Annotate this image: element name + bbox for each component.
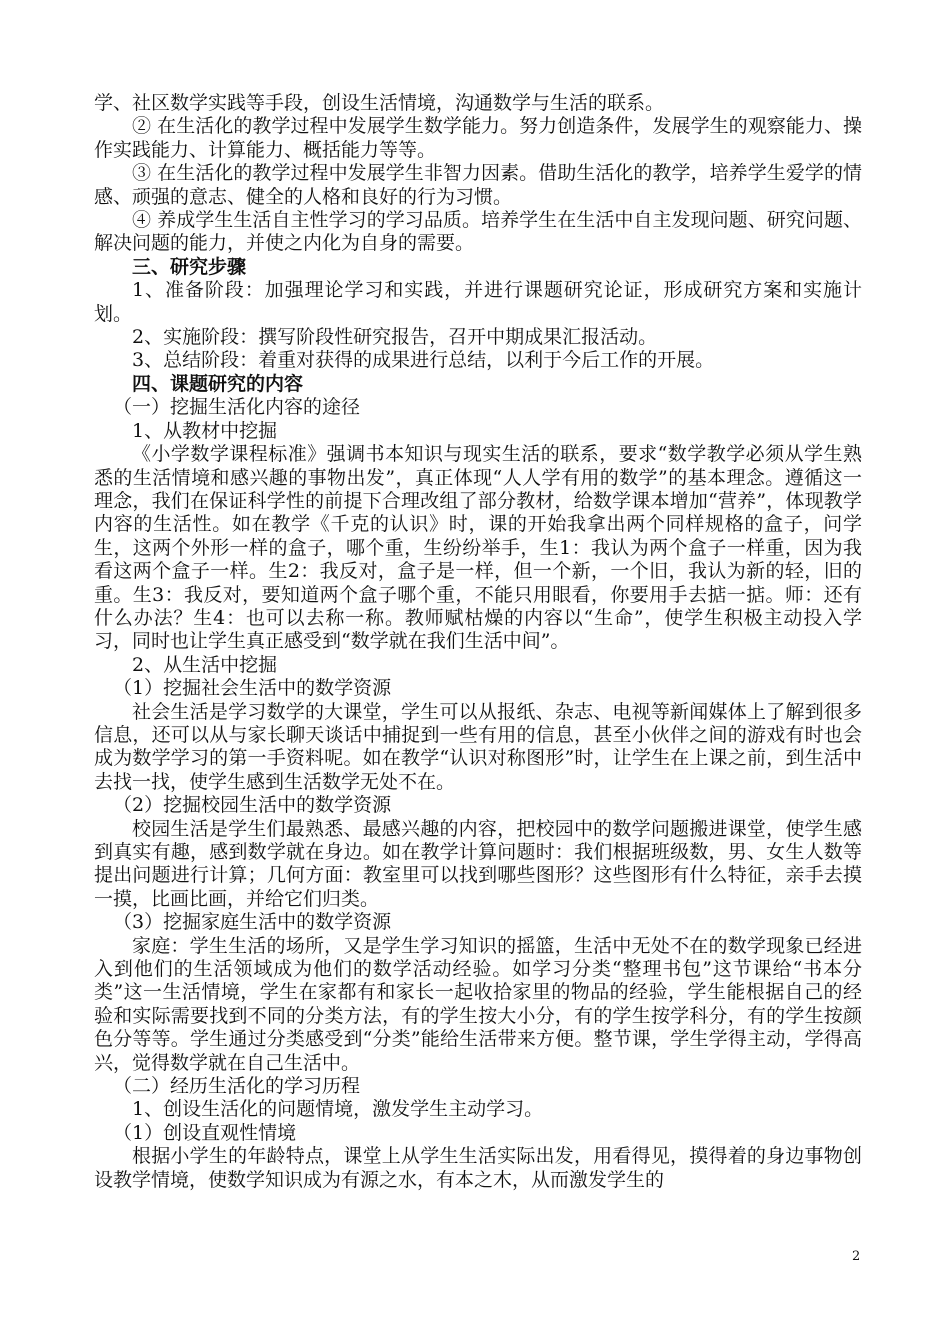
paragraph: 根据小学生的年龄特点，课堂上从学生生活实际出发，用看得见，摸得着的身边事物创设教学情境，使数学知识成为有源之水，有本之木，从而激发学生的: [94, 1145, 862, 1191]
paragraph: 1、从教材中挖掘: [132, 419, 278, 442]
paragraph: 社会生活是学习数学的大课堂，学生可以从报纸、杂志、电视等新闻媒体上了解到很多信息，还可以从与家长聊天谈话中捕捉到一些有用的信息，甚至小伙伴之间的游戏有时也会成为数学学习的第一手资料呢。如在教学“认识对称图形”时，让学生在上课之前，到生活中去找一找，使学生感到生活数学无处不在。: [94, 700, 862, 793]
paragraph: 家庭：学生生活的场所，又是学生学习知识的摇篮，生活中无处不在的数学现象已经进入到他们的生活领域成为他们的数学活动经验。如学习分类“整理书包”这节课给“书本分类”这一生活情境，学生在家都有和家长一起收拾家里的物品的经验，学生能根据自己的经验和实际需要找到不同的分类方法，有的学生按大小分，有的学生按学科分，有的学生按颜色分等等。学生通过分类感受到“分类”能给生活带来方便。整节课，学生学得主动，学得高兴，觉得数学就在自己生活中。: [94, 934, 862, 1074]
section-heading: 四、课题研究的内容: [132, 372, 304, 395]
paragraph: （二）经历生活化的学习历程: [113, 1075, 361, 1098]
paragraph: （2）挖掘校园生活中的数学资源: [113, 794, 392, 817]
paragraph: （1）挖掘社会生活中的数学资源: [113, 677, 392, 700]
paragraph: ② 在生活化的教学过程中发展学生数学能力。努力创造条件，发展学生的观察能力、操作实践能力、计算能力、概括能力等等。: [94, 115, 862, 161]
paragraph: 1、创设生活化的问题情境，激发学生主动学习。: [132, 1098, 544, 1121]
paragraph: 3、总结阶段：着重对获得的成果进行总结，以利于今后工作的开展。: [132, 349, 715, 372]
paragraph: ③ 在生活化的教学过程中发展学生非智力因素。借助生活化的教学，培养学生爱学的情感、顽强的意志、健全的人格和良好的行为习惯。: [94, 162, 862, 208]
paragraph: （3）挖掘家庭生活中的数学资源: [113, 911, 392, 934]
section-heading: 三、研究步骤: [132, 255, 247, 278]
paragraph: （1）创设直观性情境: [113, 1121, 297, 1144]
paragraph: （一）挖掘生活化内容的途径: [113, 396, 361, 419]
paragraph: ④ 养成学生生活自主性学习的学习品质。培养学生在生活中自主发现问题、研究问题、解决问题的能力，并使之内化为自身的需要。: [94, 209, 862, 255]
paragraph: 2、实施阶段：撰写阶段性研究报告，召开中期成果汇报活动。: [132, 326, 658, 349]
document-body: [94, 92, 862, 1192]
paragraph: 《小学数学课程标准》强调书本知识与现实生活的联系，要求“数学教学必须从学生熟悉的生活情境和感兴趣的事物出发”，真正体现“人人学有用的数学”的基本理念。遵循这一理念，我们在保证科学性的前提下合理改组了部分教材，给数学课本增加“营养”，体现教学内容的生活性。如在教学《千克的认识》时，课的开始我拿出两个同样规格的盒子，问学生，这两个外形一样的盒子，哪个重，生纷纷举手，生1：我认为两个盒子一样重，因为我看这两个盒子一样。生2：我反对，盒子是一样，但一个新，一个旧，我认为新的轻，旧的重。生3：我反对，要知道两个盒子哪个重，不能只用眼看，你要用手去掂一掂。师：还有什么办法？生4：也可以去称一称。教师赋枯燥的内容以“生命”，使学生积极主动投入学习，同时也让学生真正感受到“数学就在我们生活中间”。: [94, 443, 862, 653]
paragraph: 学、社区数学实践等手段，创设生活情境，沟通数学与生活的联系。: [94, 92, 665, 114]
paragraph: 2、从生活中挖掘: [132, 653, 278, 676]
paragraph: 校园生活是学生们最熟悉、最感兴趣的内容，把校园中的数学问题搬进课堂，使学生感到真实有趣，感到数学就在身边。如在教学计算问题时：我们根据班级数，男、女生人数等提出问题进行计算；几何方面：教室里可以找到哪些图形？这些图形有什么特征，亲手去摸一摸，比画比画，并给它们归类。: [94, 817, 862, 910]
page-number: 2: [852, 1249, 861, 1264]
paragraph: 1、准备阶段：加强理论学习和实践，并进行课题研究论证，形成研究方案和实施计划。: [94, 279, 862, 325]
